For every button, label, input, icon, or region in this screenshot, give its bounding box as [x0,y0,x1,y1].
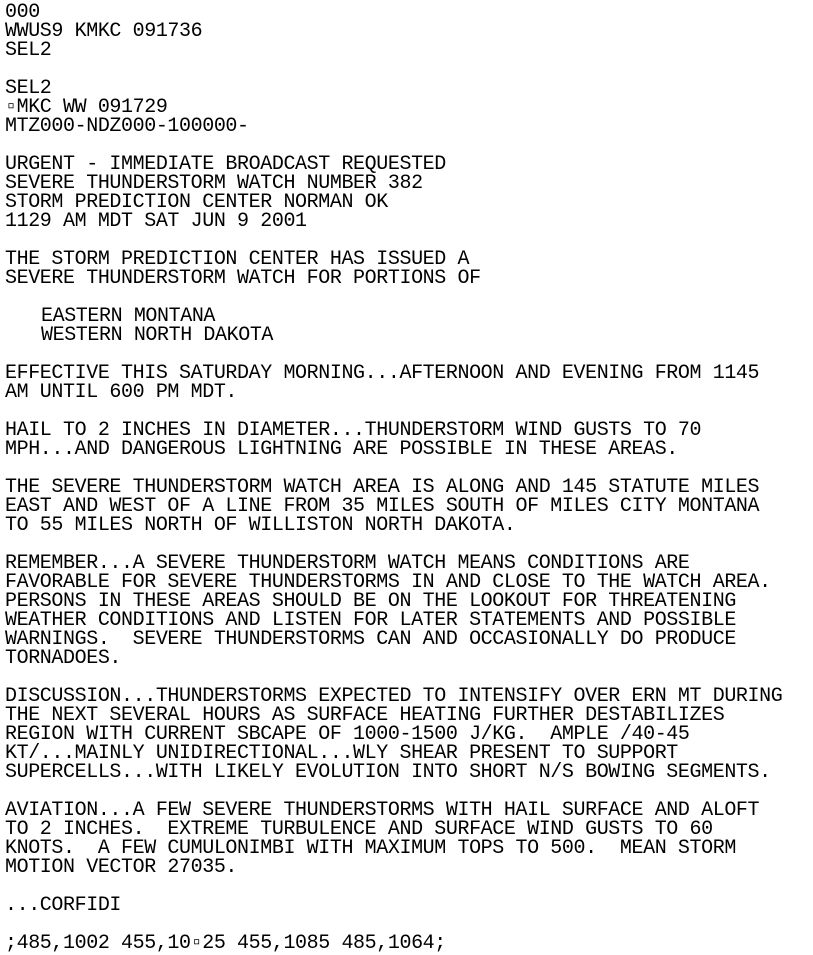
ugc-line: MTZ000-NDZ000-100000- [5,115,249,138]
discussion-line: KT/...MAINLY UNIDIRECTIONAL...WLY SHEAR PRESENT TO SUPPORT [5,742,678,765]
discussion-line: THE NEXT SEVERAL HOURS AS SURFACE HEATING FURTHER DESTABILIZES [5,704,725,727]
hazards-line: MPH...AND DANGEROUS LIGHTNING ARE POSSIBLE IN THESE AREAS. [5,438,678,461]
discussion-line: SUPERCELLS...WITH LIKELY EVOLUTION INTO SHORT N/S BOWING SEGMENTS. [5,761,771,784]
blank-line [5,60,813,79]
issue-time: 1129 AM MDT SAT JUN 9 2001 [5,210,307,233]
intro-line: SEVERE THUNDERSTORM WATCH FOR PORTIONS OF [5,267,481,290]
area-description-line: THE SEVERE THUNDERSTORM WATCH AREA IS ALONG AND 145 STATUTE MILES [5,476,760,499]
forecaster-signature: ...CORFIDI [5,894,122,917]
remember-line: WEATHER CONDITIONS AND LISTEN FOR LATER STATEMENTS AND POSSIBLE [5,609,736,632]
aviation-line: TO 2 INCHES. EXTREME TURBULENCE AND SURFACE WIND GUSTS TO 60 [5,818,713,841]
watch-title: SEVERE THUNDERSTORM WATCH NUMBER 382 [5,172,423,195]
product-code: 000 [5,1,40,24]
remember-line: PERSONS IN THESE AREAS SHOULD BE ON THE LOOKOUT FOR THREATENING [5,590,736,613]
issuing-office: STORM PREDICTION CENTER NORMAN OK [5,191,388,214]
remember-line: REMEMBER...A SEVERE THUNDERSTORM WATCH MEANS CONDITIONS ARE [5,552,690,575]
area-description-line: EAST AND WEST OF A LINE FROM 35 MILES SOUTH OF MILES CITY MONTANA [5,495,760,518]
discussion-line: REGION WITH CURRENT SBCAPE OF 1000-1500 J/KG. AMPLE /40-45 [5,723,690,746]
intro-line: THE STORM PREDICTION CENTER HAS ISSUED A [5,248,470,271]
aviation-line: AVIATION...A FEW SEVERE THUNDERSTORMS WITH HAIL SURFACE AND ALOFT [5,799,760,822]
aviation-line: KNOTS. A FEW CUMULONIMBI WITH MAXIMUM TOPS TO 500. MEAN STORM [5,837,736,860]
effective-line: EFFECTIVE THIS SATURDAY MORNING...AFTERNOON AND EVENING FROM 1145 [5,362,760,385]
awips-id: SEL2 [5,39,52,62]
blank-line [5,877,813,896]
urgent-line: URGENT - IMMEDIATE BROADCAST REQUESTED [5,153,446,176]
area-description-line: TO 55 MILES NORTH OF WILLISTON NORTH DAKOTA. [5,514,516,537]
remember-line: FAVORABLE FOR SEVERE THUNDERSTORMS IN AND CLOSE TO THE WATCH AREA. [5,571,771,594]
effective-line: AM UNTIL 600 PM MDT. [5,381,238,404]
issuance-line: ▫MKC WW 091729 [5,96,168,119]
remember-line: TORNADOES. [5,647,122,670]
discussion-line: DISCUSSION...THUNDERSTORMS EXPECTED TO INTENSIFY OVER ERN MT DURING [5,685,783,708]
lat-lon-footer: ;485,1002 455,10▫25 455,1085 485,1064; [5,932,446,955]
wmo-header: WWUS9 KMKC 091736 [5,20,203,43]
awips-id-repeat: SEL2 [5,77,52,100]
hazards-line: HAIL TO 2 INCHES IN DIAMETER...THUNDERSTORM WIND GUSTS TO 70 [5,419,702,442]
watch-area-item: EASTERN MONTANA [41,305,216,328]
aviation-line: MOTION VECTOR 27035. [5,856,238,879]
remember-line: WARNINGS. SEVERE THUNDERSTORMS CAN AND OCCASIONALLY DO PRODUCE [5,628,736,651]
watch-area-item: WESTERN NORTH DAKOTA [41,324,274,347]
